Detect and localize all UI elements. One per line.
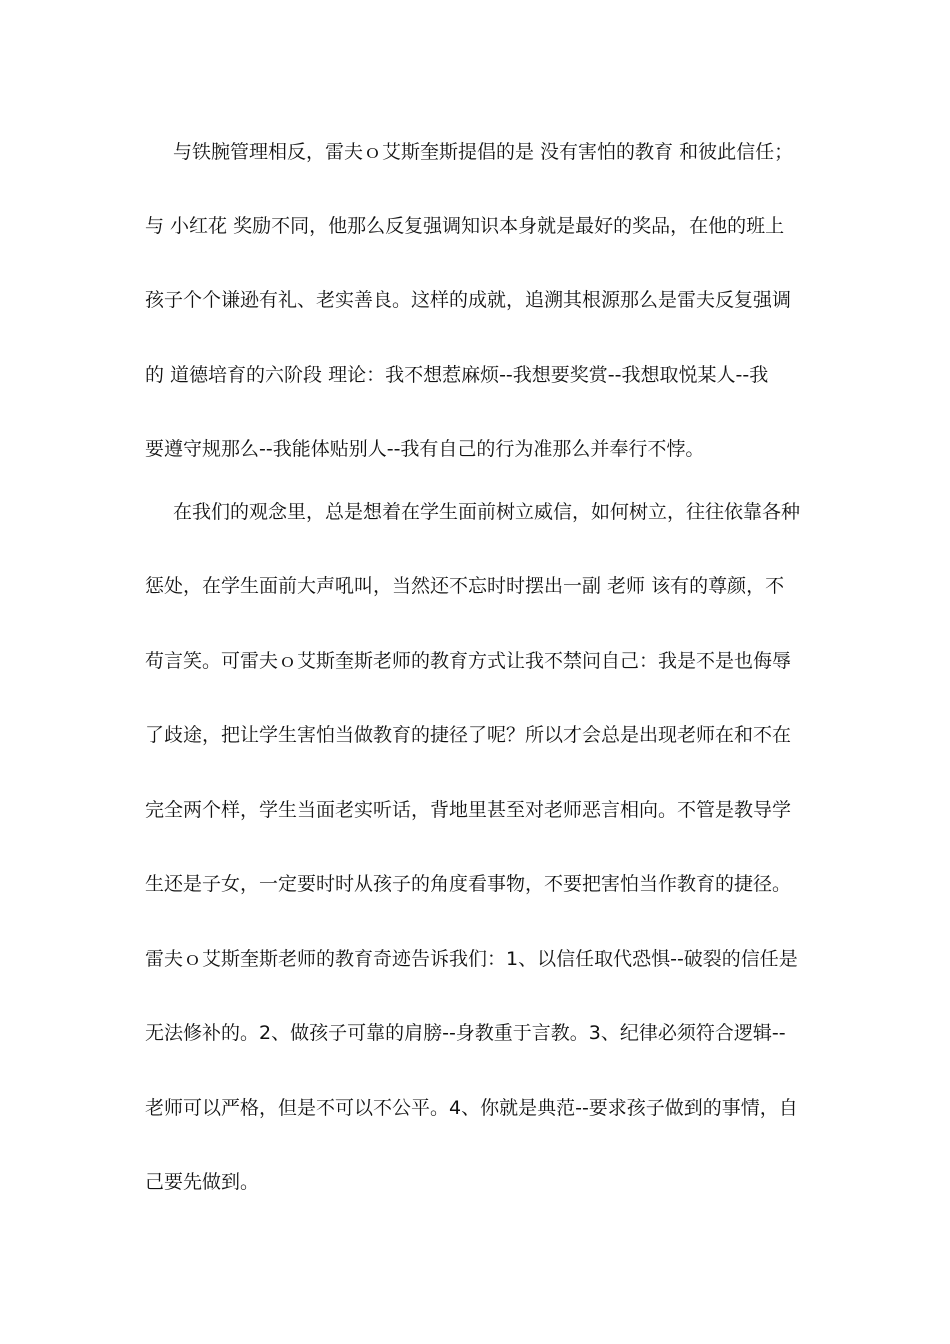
paragraph-2-line-7: 雷夫ｏ艾斯奎斯老师的教育奇迹告诉我们：1、以信任取代恐惧--破裂的信任是 (145, 948, 798, 970)
paragraph-2-line-10: 己要先做到。 (145, 1171, 260, 1193)
paragraph-1-line-1: 与铁腕管理相反，雷夫ｏ艾斯奎斯提倡的是 没有害怕的教育 和彼此信任； (173, 141, 794, 163)
paragraph-1-line-4: 的 道德培育的六阶段 理论：我不想惹麻烦--我想要奖赏--我想取悦某人--我 (145, 364, 769, 386)
paragraph-2-line-3: 苟言笑。可雷夫ｏ艾斯奎斯老师的教育方式让我不禁问自己：我是不是也侮辱 (145, 650, 792, 672)
paragraph-2-line-5: 完全两个样，学生当面老实听话，背地里甚至对老师恶言相向。不管是教导学 (145, 799, 792, 821)
paragraph-2-line-2: 惩处，在学生面前大声吼叫，当然还不忘时时摆出一副 老师 该有的尊颜，不 (145, 575, 785, 597)
paragraph-2-line-4: 了歧途，把让学生害怕当做教育的捷径了呢？所以才会总是出现老师在和不在 (145, 724, 792, 746)
paragraph-2-line-6: 生还是子女，一定要时时从孩子的角度看事物，不要把害怕当作教育的捷径。 (145, 873, 792, 895)
paragraph-1-line-3: 孩子个个谦逊有礼、老实善良。这样的成就，追溯其根源那么是雷夫反复强调 (145, 289, 792, 311)
paragraph-2-line-1: 在我们的观念里，总是想着在学生面前树立威信，如何树立，往往依靠各种 (173, 501, 801, 523)
paragraph-1-line-5: 要遵守规那么--我能体贴别人--我有自己的行为准那么并奉行不悖。 (145, 438, 705, 460)
paragraph-1-line-2: 与 小红花 奖励不同，他那么反复强调知识本身就是最好的奖品，在他的班上 (145, 215, 785, 237)
paragraph-2-line-9: 老师可以严格，但是不可以不公平。4、你就是典范--要求孩子做到的事情，自 (145, 1097, 798, 1119)
paragraph-2-line-8: 无法修补的。2、做孩子可靠的肩膀--身教重于言教。3、纪律必须符合逻辑-- (145, 1022, 786, 1044)
